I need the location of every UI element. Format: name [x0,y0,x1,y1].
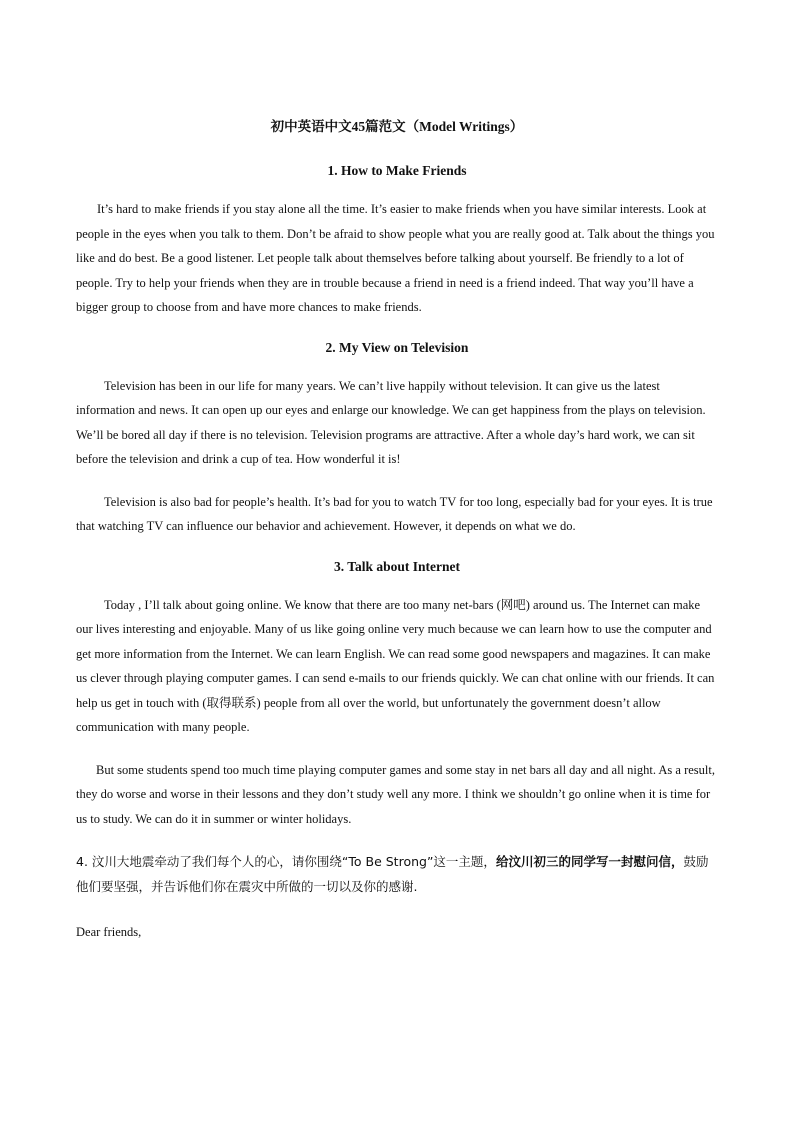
section-heading: 3. Talk about Internet [333,558,461,574]
prompt-bold-text: 给汶川初三的同学写一封慰问信， [495,854,684,869]
section-heading: 1. How to Make Friends [327,163,467,178]
paragraph: It’s hard to make friends if you stay alone all the time. It’s easier to make friends when you have similar interests. Look at people in the eyes when you talk to them. Don’t be afraid to show people what you are really good at. Talk about the things you like and do best. Be a good listener. Let people talk about themselves before talking about yourself. Be friendly to a lot of people. Try to help your friends when they are in trouble because a friend in need is a friend indeed. That way you’ll have a bigger group to choose from and have more chances to make friends. [76,202,715,314]
paragraph: Today , I’ll talk about going online. We know that there are too many net-bars (网吧) around us. The Internet can make our lives interesting and enjoyable. Many of us like going online very much because we can learn how to use the computer and get more information from the Internet. We can learn English. We can read some good newspapers and magazines. It can make us clever through playing computer games. I can send e-mails to our friends quickly. We can chat online with our friends. It can help us get in touch with (取得联系) people from all over the world, but unfortunately the government doesn’t allow communication with many people. [76,597,715,734]
section-how-to-make-friends [76,161,718,320]
section-talk-about-internet [76,557,718,832]
section-my-view-on-television [76,338,718,539]
paragraph: Television has been in our life for many years. We can’t live happily without television. It can give us the latest information and news. It can open up our eyes and enlarge our knowledge. We can get happiness from the plays on television. We’ll be bored all day if there is no television. Television programs are attractive. After a whole day’s hard work, we can sit before the television and drink a cup of tea. How wonderful it is! [76,378,706,466]
section-heading: 2. My View on Television [325,339,469,355]
writing-prompt [76,849,718,899]
document-body [76,117,718,943]
prompt-text: 4. 汶川大地震牵动了我们每个人的心，请你围绕“To Be Strong”这一主题， [76,854,496,869]
document-title: 初中英语中文45篇范文（Model Writings） [270,119,524,134]
paragraph: But some students spend too much time playing computer games and some stay in net bars all day and all night. As a result, they do worse and worse in their lessons and they don’t study well any more. I think we shouldn’t go online when it is time for us to study. We can do it in summer or winter holidays. [76,762,715,826]
paragraph: Television is also bad for people’s health. It’s bad for you to watch TV for too long, especially bad for your eyes. It is true that watching TV can influence our behavior and achievement. However, it depends on what we do. [76,494,713,533]
letter-salutation: Dear friends, [76,925,142,939]
prompt-rest-text: 鼓励他们要坚强，并告诉他们你在震灾中所做的一切以及你的感谢. [76,854,709,894]
